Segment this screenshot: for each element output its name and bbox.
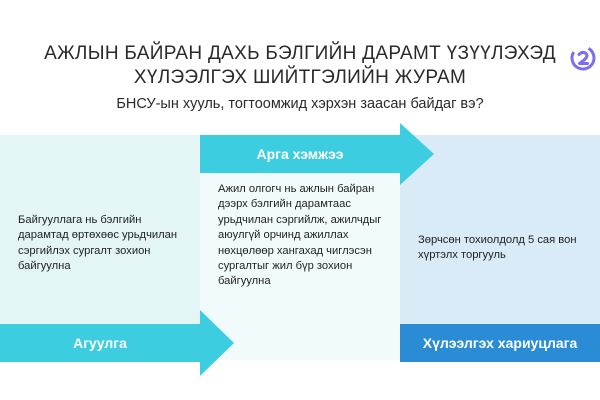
title-line-2: ХҮЛЭЭЛГЭХ ШИЙТГЭЛИЙН ЖУРАМ — [133, 67, 467, 88]
measures-text: Ажил олгогч нь ажлын байран дээрх бэлгийн дарамтаас урьдчилан сэргийлж, ажилчдыг аюулгүй орчинд ажиллах нөхцөлөөр хангахад чиглэсэн сургалтыг жил бүр зохион байгуулна — [218, 183, 382, 288]
measures-label: Арга хэмжээ — [256, 146, 344, 162]
penalty-label: Хүлээлгэх хариуцлага — [400, 324, 600, 362]
page-title — [40, 42, 560, 90]
page-subtitle: БНСУ-ын хууль, тогтоомжид хэрхэн заасан байдаг вэ? — [116, 96, 484, 112]
brand-logo-icon — [569, 44, 597, 72]
content-label: Агуулга — [73, 335, 127, 351]
penalty-text: Зөрчсөн тохиолдолд 5 сая вон хүртэлх торгууль — [418, 234, 577, 262]
title-line-1: АЖЛЫН БАЙРАН ДАХЬ БЭЛГИЙН ДАРАМТ ҮЗҮҮЛЭХЭД — [44, 43, 556, 64]
content-text: Байгууллага нь бэлгийн дарамтад өртөхөөс урьдчилан сэргийлэх сургалт зохион байгуулна — [18, 214, 178, 273]
